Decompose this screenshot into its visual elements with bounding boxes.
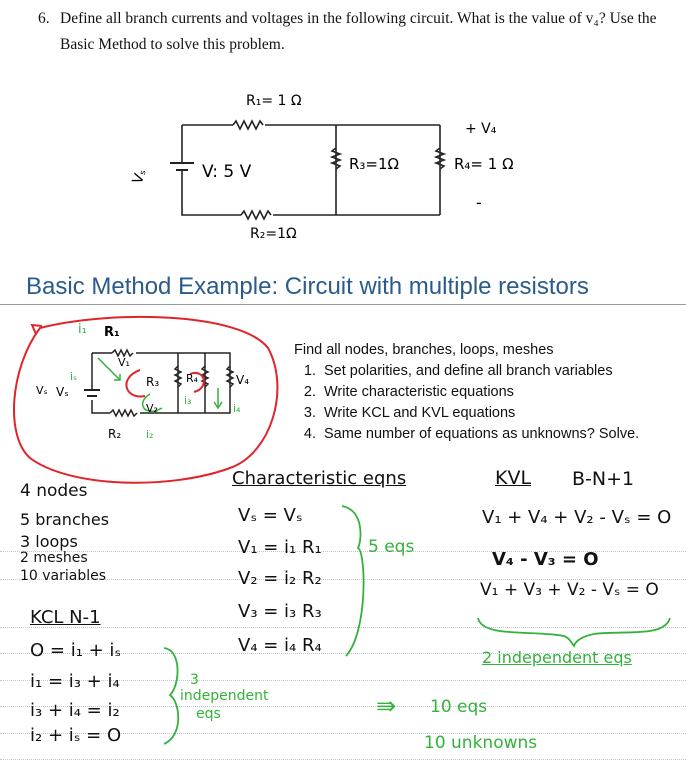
kcl-note-independent: independent [180, 688, 269, 704]
sketch-r1: R₁ [104, 325, 120, 340]
sketch-vs-big: Vₛ [36, 384, 48, 397]
sketch-v4: V₄ [236, 373, 250, 387]
sketch-is: iₛ [70, 370, 78, 383]
implies-arrow-icon: ⇛ [376, 692, 397, 720]
characteristic-eq: V₃ = i₃ R₃ [238, 601, 322, 622]
kcl-note-eqs: eqs [196, 706, 221, 722]
problem-number: 6. [38, 10, 50, 27]
source-label: V: 5 V [202, 162, 252, 182]
vs-label: Vₛ [129, 166, 150, 187]
characteristic-title: Characteristic eqns [232, 468, 407, 489]
sketch-r3: R₃ [146, 375, 160, 389]
sketch-i4: i₄ [233, 402, 241, 415]
v4-plus-label: + V₄ [465, 121, 497, 137]
characteristic-brace [338, 502, 370, 662]
kvl-note: 2 independent eqs [482, 648, 632, 667]
kcl-note-num: 3 [190, 672, 199, 688]
sketch-circuit [0, 308, 290, 488]
sketch-v1: V₁ [118, 356, 130, 369]
sketch-v2: V₂ [146, 402, 158, 415]
kvl-eq: V₄ - V₃ = O [492, 549, 599, 570]
mesh-arrow-icon [126, 370, 145, 396]
red-loop [14, 317, 277, 483]
kcl-eq: O = i₁ + iₛ [30, 640, 122, 661]
circuit-diagram [0, 0, 686, 270]
kvl-title: KVL [495, 467, 532, 489]
problem-text: Define all branch currents and voltages in the following circuit. What is the value of v₄? Use the Basic Method to solve this problem. [60, 10, 657, 53]
sketch-r4: R₄ [186, 372, 199, 385]
sketch-i3: i₃ [184, 394, 192, 407]
characteristic-eq: V₄ = i₄ R₄ [238, 635, 322, 656]
r4-label: R₄= 1 Ω [454, 155, 514, 173]
kcl-eq: i₃ + i₄ = i₂ [30, 700, 120, 721]
steps-intro: Find all nodes, branches, loops, meshes [294, 342, 554, 358]
section-title: Basic Method Example: Circuit with multiple resistors [26, 273, 589, 300]
summary-eqs: 10 eqs [430, 697, 488, 717]
count-meshes: 2 meshes [20, 550, 88, 566]
sketch-r2: R₂ [108, 427, 122, 441]
count-branches: 5 branches [20, 510, 110, 529]
step-item: 4. Same number of equations as unknowns? Solve. [320, 424, 639, 445]
sketch-i2: i₂ [146, 428, 154, 441]
kcl-title: KCL N-1 [30, 607, 101, 628]
steps-list [294, 340, 639, 445]
kvl-eq: V₁ + V₄ + V₂ - Vₛ = O [482, 507, 672, 528]
kcl-eq: i₂ + iₛ = O [30, 725, 122, 746]
v4-minus-label: - [476, 193, 482, 212]
summary-unknowns: 10 unknowns [424, 733, 538, 753]
r1-label: R₁= 1 Ω [246, 93, 302, 109]
step-item: 1. Set polarities, and define all branch variables [320, 361, 639, 382]
count-loops: 3 loops [20, 532, 78, 551]
characteristic-note: 5 eqs [368, 537, 415, 557]
characteristic-eq: V₁ = i₁ R₁ [238, 537, 322, 558]
sketch-i1: i₁ [78, 322, 87, 337]
kvl-eq: V₁ + V₃ + V₂ - Vₛ = O [480, 580, 659, 600]
ruled-line [0, 759, 686, 760]
sketch-vs: Vₛ [56, 385, 69, 399]
step-item: 3. Write KCL and KVL equations [320, 403, 639, 424]
r3-label: R₃=1Ω [349, 155, 400, 173]
kvl-formula: B-N+1 [572, 468, 635, 490]
step-item: 2. Write characteristic equations [320, 382, 639, 403]
count-nodes: 4 nodes [20, 481, 88, 501]
kvl-brace [474, 612, 674, 648]
characteristic-eq: Vₛ = Vₛ [238, 505, 303, 526]
title-rule [0, 304, 686, 305]
kcl-eq: i₁ = i₃ + i₄ [30, 671, 120, 692]
count-variables: 10 variables [20, 568, 107, 584]
characteristic-eq: V₂ = i₂ R₂ [238, 568, 322, 589]
r2-label: R₂=1Ω [250, 226, 297, 242]
